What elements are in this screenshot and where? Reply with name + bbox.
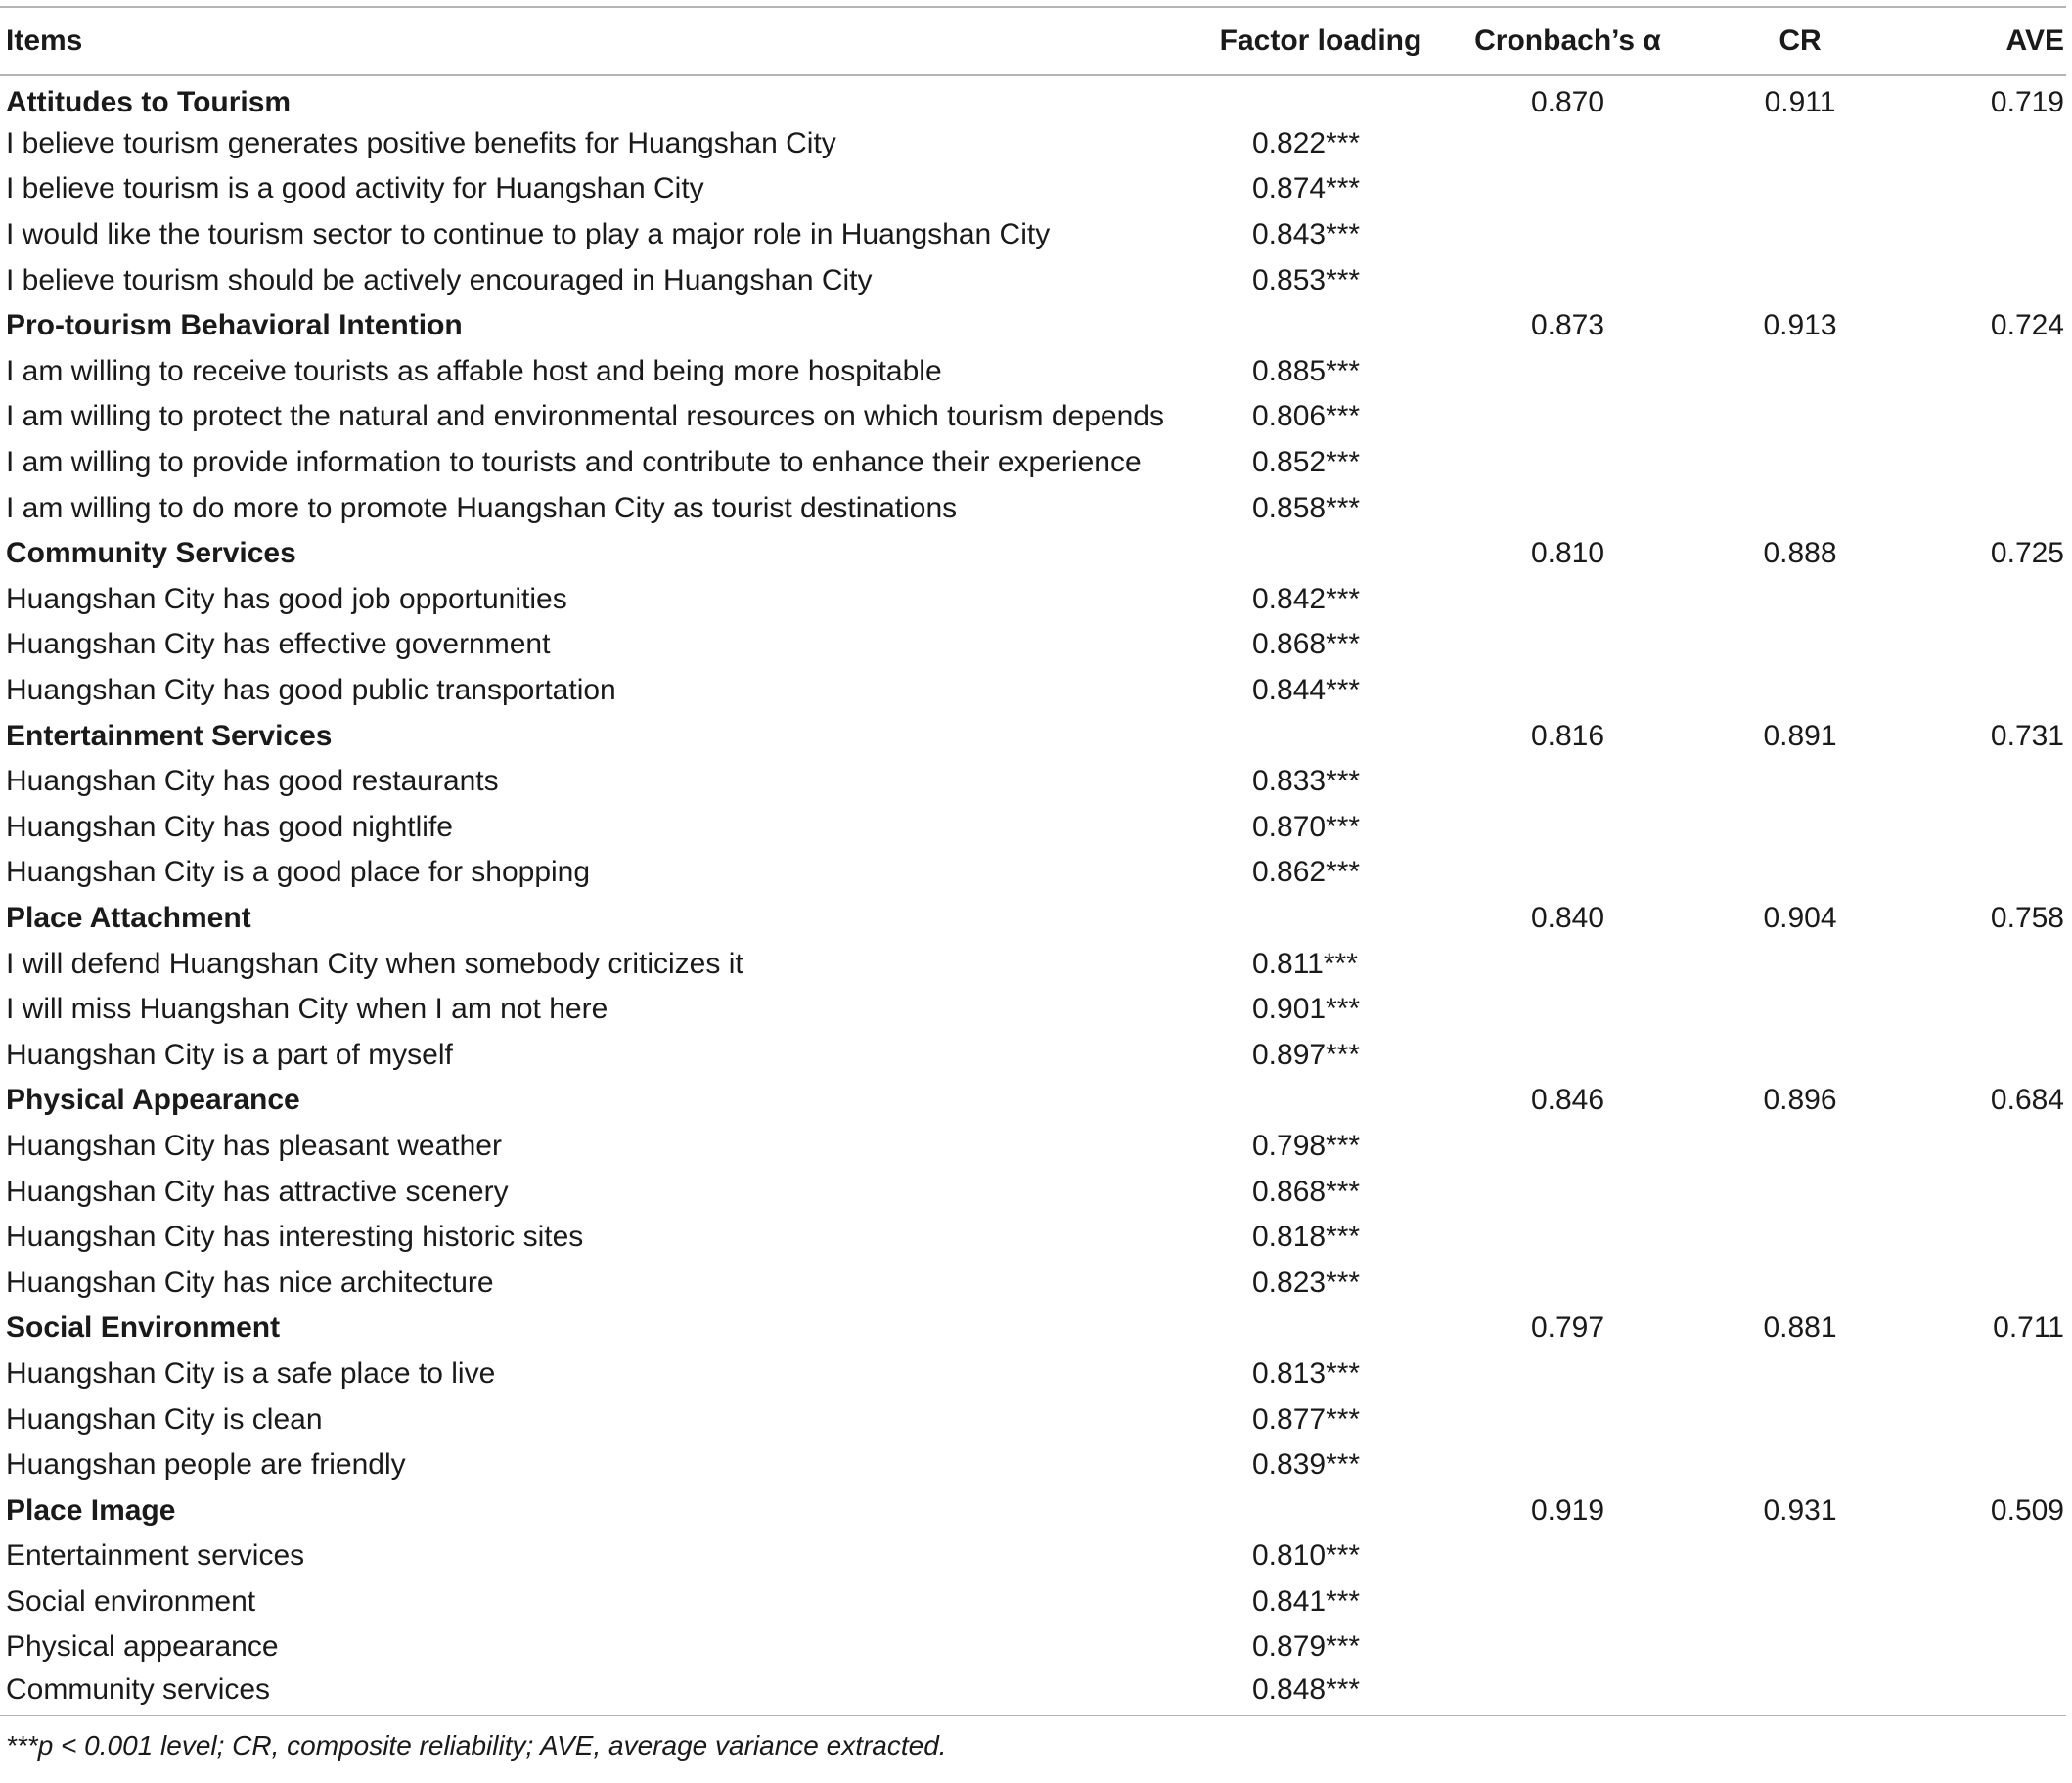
item-row <box>0 668 2066 714</box>
item-ave-empty <box>1922 1443 2066 1489</box>
group-row <box>0 896 2066 942</box>
item-alpha-empty <box>1458 440 1678 486</box>
document <box>0 6 2072 1761</box>
header-ave: AVE <box>2005 24 2064 57</box>
item-ave-empty <box>1922 941 2066 987</box>
item-factor-loading: 0.877*** <box>1252 1403 1361 1436</box>
item-cr-empty <box>1678 1352 1922 1398</box>
item-cr-empty <box>1678 1169 1922 1215</box>
item-factor-loading: 0.806*** <box>1252 400 1361 433</box>
item-factor-loading: 0.843*** <box>1252 218 1361 251</box>
group-ave: 0.684 <box>1990 1084 2064 1117</box>
group-factor-loading-empty <box>1184 531 1458 577</box>
item-alpha-empty <box>1458 668 1678 714</box>
item-cr-empty <box>1678 1124 1922 1170</box>
item-factor-loading: 0.839*** <box>1252 1449 1361 1482</box>
item-ave-empty <box>1922 1625 2066 1671</box>
group-factor-loading-empty <box>1184 896 1458 942</box>
item-alpha-empty <box>1458 1397 1678 1443</box>
item-cr-empty <box>1678 1032 1922 1078</box>
item-factor-loading: 0.844*** <box>1252 674 1361 707</box>
group-cronbach-alpha: 0.873 <box>1530 309 1605 342</box>
group-cronbach-alpha: 0.870 <box>1530 85 1605 118</box>
item-text: Entertainment services <box>6 1539 305 1573</box>
item-text: Physical appearance <box>6 1630 279 1664</box>
item-text: I believe tourism is a good activity for Huangshan City <box>6 172 704 205</box>
item-row <box>0 622 2066 668</box>
group-row <box>0 75 2066 121</box>
item-row <box>0 166 2066 212</box>
item-ave-empty <box>1922 577 2066 623</box>
item-factor-loading: 0.842*** <box>1252 582 1361 615</box>
item-row <box>0 987 2066 1033</box>
item-row <box>0 1215 2066 1261</box>
item-text: Huangshan City has interesting historic sites <box>6 1221 584 1254</box>
group-cronbach-alpha: 0.846 <box>1530 1084 1605 1117</box>
item-ave-empty <box>1922 1534 2066 1580</box>
item-row <box>0 121 2066 167</box>
group-ave: 0.509 <box>1990 1493 2064 1527</box>
item-ave-empty <box>1922 1580 2066 1626</box>
item-ave-empty <box>1922 987 2066 1033</box>
item-text: Huangshan City is a part of myself <box>6 1038 453 1071</box>
item-factor-loading: 0.897*** <box>1252 1038 1361 1071</box>
item-factor-loading: 0.874*** <box>1252 172 1361 205</box>
item-row <box>0 485 2066 531</box>
group-row <box>0 1078 2066 1124</box>
header-factor-loading: Factor loading <box>1219 24 1422 57</box>
group-ave: 0.719 <box>1990 85 2064 118</box>
group-cr: 0.881 <box>1763 1312 1837 1345</box>
group-factor-loading-empty <box>1184 303 1458 349</box>
header-cronbach-alpha: Cronbach’s α <box>1474 24 1661 57</box>
item-text: Huangshan City has good nightlife <box>6 810 453 843</box>
item-text: Huangshan City is a good place for shopping <box>6 856 591 889</box>
item-factor-loading: 0.852*** <box>1252 446 1361 479</box>
item-text: Community services <box>6 1672 271 1706</box>
group-factor-loading-empty <box>1184 1306 1458 1352</box>
item-alpha-empty <box>1458 1443 1678 1489</box>
item-cr-empty <box>1678 987 1922 1033</box>
item-text: Huangshan City has effective government <box>6 628 551 661</box>
item-ave-empty <box>1922 1671 2066 1716</box>
item-text: Huangshan City has good restaurants <box>6 765 499 798</box>
item-cr-empty <box>1678 1443 1922 1489</box>
item-text: I am willing to protect the natural and environmental resources on which tourism depends <box>6 400 1164 433</box>
item-cr-empty <box>1678 121 1922 167</box>
item-row <box>0 257 2066 303</box>
item-row <box>0 1397 2066 1443</box>
group-row <box>0 1306 2066 1352</box>
group-cronbach-alpha: 0.810 <box>1530 537 1605 570</box>
group-name: Physical Appearance <box>6 1084 300 1117</box>
item-factor-loading: 0.811*** <box>1252 947 1358 980</box>
item-factor-loading: 0.901*** <box>1252 993 1361 1026</box>
item-ave-empty <box>1922 1352 2066 1398</box>
item-cr-empty <box>1678 166 1922 212</box>
item-factor-loading: 0.833*** <box>1252 765 1361 798</box>
item-cr-empty <box>1678 440 1922 486</box>
item-factor-loading: 0.822*** <box>1252 126 1361 159</box>
group-row <box>0 531 2066 577</box>
header-items: Items <box>6 24 83 57</box>
item-alpha-empty <box>1458 1671 1678 1716</box>
group-name: Social Environment <box>6 1312 281 1345</box>
group-row <box>0 1488 2066 1534</box>
group-ave: 0.731 <box>1990 719 2064 752</box>
item-text: I believe tourism should be actively encouraged in Huangshan City <box>6 263 873 296</box>
item-alpha-empty <box>1458 394 1678 440</box>
item-cr-empty <box>1678 1580 1922 1626</box>
item-cr-empty <box>1678 212 1922 258</box>
item-alpha-empty <box>1458 987 1678 1033</box>
item-alpha-empty <box>1458 577 1678 623</box>
item-cr-empty <box>1678 577 1922 623</box>
item-cr-empty <box>1678 1534 1922 1580</box>
group-factor-loading-empty <box>1184 713 1458 759</box>
item-alpha-empty <box>1458 1580 1678 1626</box>
group-cr: 0.896 <box>1763 1084 1837 1117</box>
item-factor-loading: 0.868*** <box>1252 1175 1361 1208</box>
item-text: I am willing to receive tourists as affable host and being more hospitable <box>6 354 942 387</box>
group-cronbach-alpha: 0.919 <box>1530 1493 1605 1527</box>
item-ave-empty <box>1922 622 2066 668</box>
item-row <box>0 1534 2066 1580</box>
item-text: Huangshan City has pleasant weather <box>6 1129 502 1162</box>
header-cr: CR <box>1779 24 1822 57</box>
item-factor-loading: 0.870*** <box>1252 810 1361 843</box>
item-alpha-empty <box>1458 1352 1678 1398</box>
group-cr: 0.888 <box>1763 537 1837 570</box>
item-alpha-empty <box>1458 166 1678 212</box>
item-alpha-empty <box>1458 257 1678 303</box>
item-ave-empty <box>1922 440 2066 486</box>
item-alpha-empty <box>1458 1625 1678 1671</box>
item-factor-loading: 0.862*** <box>1252 856 1361 889</box>
item-alpha-empty <box>1458 212 1678 258</box>
group-name: Entertainment Services <box>6 719 333 752</box>
item-alpha-empty <box>1458 1169 1678 1215</box>
item-cr-empty <box>1678 394 1922 440</box>
item-row <box>0 577 2066 623</box>
item-alpha-empty <box>1458 1534 1678 1580</box>
group-cronbach-alpha: 0.840 <box>1530 901 1605 934</box>
item-ave-empty <box>1922 805 2066 851</box>
group-cr: 0.891 <box>1763 719 1837 752</box>
header-row <box>0 7 2066 75</box>
item-row <box>0 1625 2066 1671</box>
item-factor-loading: 0.853*** <box>1252 263 1361 296</box>
item-ave-empty <box>1922 212 2066 258</box>
item-text: I believe tourism generates positive benefits for Huangshan City <box>6 126 836 159</box>
group-name: Community Services <box>6 537 296 570</box>
item-cr-empty <box>1678 941 1922 987</box>
item-alpha-empty <box>1458 1032 1678 1078</box>
table-body <box>0 75 2066 1716</box>
item-text: I will miss Huangshan City when I am not here <box>6 993 608 1026</box>
group-name: Place Attachment <box>6 901 251 934</box>
reliability-table <box>0 6 2066 1716</box>
item-text: Huangshan City is a safe place to live <box>6 1357 496 1390</box>
item-ave-empty <box>1922 1124 2066 1170</box>
item-cr-empty <box>1678 485 1922 531</box>
item-cr-empty <box>1678 850 1922 896</box>
item-row <box>0 1032 2066 1078</box>
group-factor-loading-empty <box>1184 1488 1458 1534</box>
item-text: I will defend Huangshan City when somebody criticizes it <box>6 947 743 980</box>
group-cr: 0.911 <box>1764 85 1836 118</box>
group-cr: 0.904 <box>1763 901 1837 934</box>
item-row <box>0 1260 2066 1306</box>
item-factor-loading: 0.848*** <box>1252 1672 1361 1706</box>
group-factor-loading-empty <box>1184 1078 1458 1124</box>
item-text: I am willing to provide information to tourists and contribute to enhance their experience <box>6 446 1142 479</box>
item-row <box>0 805 2066 851</box>
group-row <box>0 713 2066 759</box>
item-text: I would like the tourism sector to continue to play a major role in Huangshan City <box>6 218 1051 251</box>
item-cr-empty <box>1678 805 1922 851</box>
item-ave-empty <box>1922 121 2066 167</box>
item-factor-loading: 0.879*** <box>1252 1630 1361 1664</box>
group-cronbach-alpha: 0.797 <box>1530 1312 1605 1345</box>
item-text: Social environment <box>6 1584 256 1618</box>
item-row <box>0 349 2066 395</box>
item-ave-empty <box>1922 394 2066 440</box>
item-ave-empty <box>1922 485 2066 531</box>
item-ave-empty <box>1922 1397 2066 1443</box>
group-factor-loading-empty <box>1184 75 1458 121</box>
group-ave: 0.711 <box>1993 1312 2064 1345</box>
item-row <box>0 1352 2066 1398</box>
group-ave: 0.724 <box>1990 309 2064 342</box>
item-factor-loading: 0.885*** <box>1252 354 1361 387</box>
item-cr-empty <box>1678 1397 1922 1443</box>
item-row <box>0 1580 2066 1626</box>
item-text: Huangshan City has good job opportunities <box>6 582 567 615</box>
item-row <box>0 1124 2066 1170</box>
item-ave-empty <box>1922 668 2066 714</box>
item-row <box>0 850 2066 896</box>
group-name: Attitudes to Tourism <box>6 85 292 118</box>
item-factor-loading: 0.813*** <box>1252 1357 1361 1390</box>
item-factor-loading: 0.810*** <box>1252 1539 1361 1573</box>
item-alpha-empty <box>1458 1124 1678 1170</box>
item-alpha-empty <box>1458 1215 1678 1261</box>
group-cr: 0.931 <box>1763 1493 1837 1527</box>
group-name: Pro-tourism Behavioral Intention <box>6 309 463 342</box>
item-ave-empty <box>1922 1260 2066 1306</box>
item-alpha-empty <box>1458 850 1678 896</box>
item-text: Huangshan City is clean <box>6 1403 323 1436</box>
item-row <box>0 1169 2066 1215</box>
table-footnote: ***p < 0.001 level; CR, composite reliability; AVE, average variance extracted. <box>6 1730 947 1761</box>
item-text: Huangshan City has attractive scenery <box>6 1175 509 1208</box>
item-row <box>0 212 2066 258</box>
item-cr-empty <box>1678 1625 1922 1671</box>
item-factor-loading: 0.858*** <box>1252 491 1361 524</box>
item-ave-empty <box>1922 1215 2066 1261</box>
item-factor-loading: 0.868*** <box>1252 628 1361 661</box>
item-cr-empty <box>1678 668 1922 714</box>
item-ave-empty <box>1922 850 2066 896</box>
item-ave-empty <box>1922 1169 2066 1215</box>
item-alpha-empty <box>1458 349 1678 395</box>
item-text: Huangshan people are friendly <box>6 1449 406 1482</box>
group-row <box>0 303 2066 349</box>
item-alpha-empty <box>1458 941 1678 987</box>
item-alpha-empty <box>1458 121 1678 167</box>
item-cr-empty <box>1678 1671 1922 1716</box>
item-text: Huangshan City has good public transportation <box>6 674 616 707</box>
item-cr-empty <box>1678 349 1922 395</box>
item-row <box>0 941 2066 987</box>
item-cr-empty <box>1678 257 1922 303</box>
item-alpha-empty <box>1458 485 1678 531</box>
group-name: Place Image <box>6 1493 176 1527</box>
item-alpha-empty <box>1458 1260 1678 1306</box>
item-text: Huangshan City has nice architecture <box>6 1266 494 1299</box>
item-cr-empty <box>1678 1215 1922 1261</box>
item-text: I am willing to do more to promote Huangshan City as tourist destinations <box>6 491 958 524</box>
item-ave-empty <box>1922 166 2066 212</box>
group-cr: 0.913 <box>1763 309 1837 342</box>
item-cr-empty <box>1678 759 1922 805</box>
group-ave: 0.758 <box>1990 901 2064 934</box>
item-factor-loading: 0.841*** <box>1252 1584 1361 1618</box>
item-row <box>0 440 2066 486</box>
item-factor-loading: 0.798*** <box>1252 1129 1361 1162</box>
item-alpha-empty <box>1458 805 1678 851</box>
item-ave-empty <box>1922 349 2066 395</box>
group-ave: 0.725 <box>1990 537 2064 570</box>
item-ave-empty <box>1922 759 2066 805</box>
item-cr-empty <box>1678 1260 1922 1306</box>
item-alpha-empty <box>1458 622 1678 668</box>
item-row <box>0 759 2066 805</box>
item-factor-loading: 0.818*** <box>1252 1221 1361 1254</box>
group-cronbach-alpha: 0.816 <box>1530 719 1605 752</box>
item-row <box>0 394 2066 440</box>
item-factor-loading: 0.823*** <box>1252 1266 1361 1299</box>
table-header <box>0 7 2066 75</box>
item-row <box>0 1671 2066 1716</box>
item-row <box>0 1443 2066 1489</box>
item-alpha-empty <box>1458 759 1678 805</box>
item-ave-empty <box>1922 1032 2066 1078</box>
item-cr-empty <box>1678 622 1922 668</box>
item-ave-empty <box>1922 257 2066 303</box>
